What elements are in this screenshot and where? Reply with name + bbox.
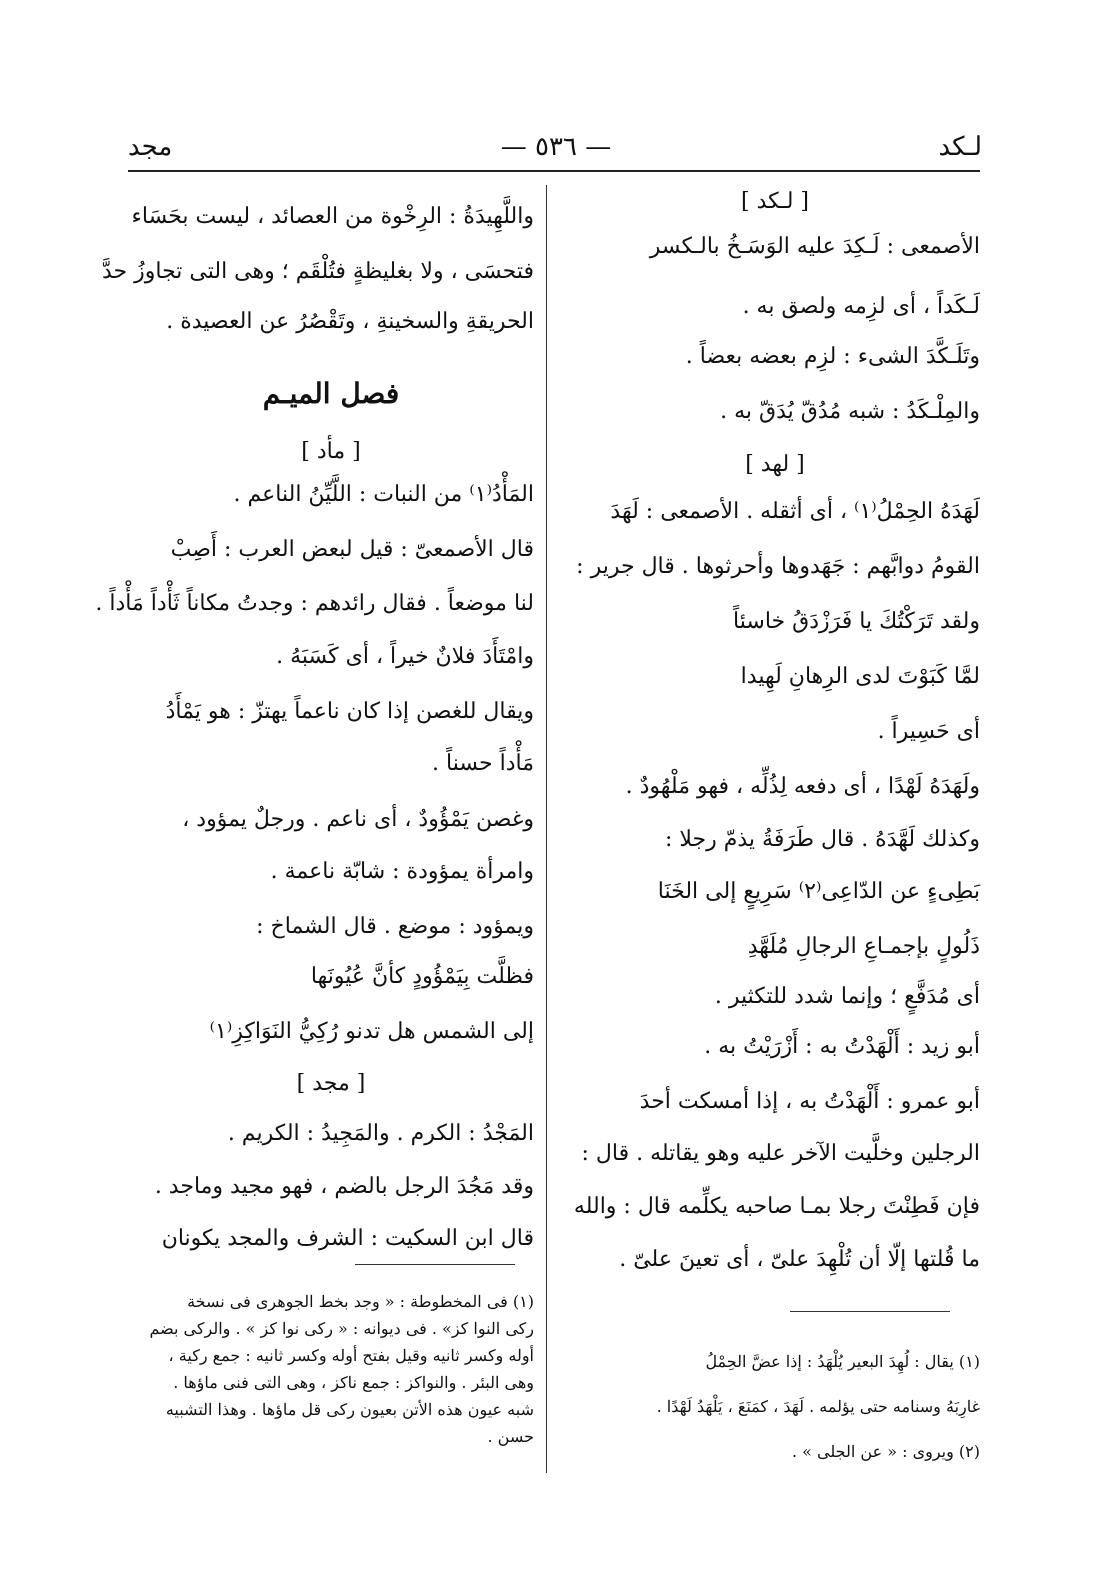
text-line: قال الأصمعىّ : قيل لبعض العرب : أَصِبْ — [170, 537, 534, 562]
text-line: ذَلُولٍ بإجمـاعِ الرجالِ مُلَهَّدِ — [747, 934, 980, 959]
text-line: [ مأد ] — [301, 439, 361, 464]
text-line: الرجلين وخلَّيت الآخر عليه وهو يقاتله . قال : — [581, 1141, 980, 1166]
text-line: وامْتَأَدَ فلانٌ خيراً ، أى كَسَبَهُ . — [276, 644, 534, 669]
text-line: المَجْدُ : الكرم . والمَجِيدُ : الكريم . — [227, 1121, 534, 1146]
text-line: فتحسَى ، ولا بغليظةٍ فتُلْقَم ؛ وهى التى تجاوزُ حدَّ — [101, 259, 534, 284]
text-line: لَهَدَهُ الحِمْلُ⁽١⁾ ، أى أثقله . الأصمعى : لَهَدَ — [610, 499, 980, 524]
text-line: وامرأة يمؤودة : شابّة ناعمة . — [270, 859, 534, 884]
text-line: ويقال للغصن إذا كان ناعماً يهتزّ : هو يَمْأَدُ — [165, 699, 534, 724]
text-line: أبو زيد : أَلْهَدْتُ به : أَزْرَيْتُ به . — [704, 1034, 980, 1059]
footnote-line: (١) فى المخطوطة : « وجد بخط الجوهرى فى نسخة — [187, 1292, 534, 1311]
text-line: وقد مَجُدَ الرجل بالضم ، فهو مجيد وماجد . — [154, 1174, 534, 1199]
text-line: ما قُلتها إلّا أن تُلْهِدَ علىّ ، أى تعينَ علىّ . — [619, 1247, 980, 1272]
footnote-line: (٢) ويروى : « عن الجلى » . — [791, 1442, 980, 1461]
text-line: ويمؤود : موضع . قال الشماخ : — [256, 914, 534, 939]
text-line: بَطِىءٍ عن الدّاعِى⁽٢⁾ سَرِيعٍ إلى الخَنَا — [657, 879, 980, 904]
text-line: القومُ دوابَّهم : جَهَدوها وأحرثوها . قال جرير : — [576, 554, 980, 579]
text-line: فإن فَطِنْتَ رجلا بمـا صاحبه يكلِّمه قال : والله — [573, 1194, 980, 1219]
text-line: وكذلك لَهَّدَهُ . قال طَرَفَةُ يذمّ رجلا : — [665, 827, 980, 852]
text-line: أبو عمرو : أَلْهَدْتُ به ، إذا أمسكت أحدَ — [639, 1089, 980, 1114]
text-line: والمِلْـكَدُ : شبه مُدُقّ يُدَقّ به . — [720, 399, 980, 424]
header-rule — [128, 170, 980, 172]
page-number: — ٥٣٦ — — [500, 132, 612, 162]
footnote-line: حسن . — [487, 1427, 534, 1446]
text-line: المَأْدُ⁽١⁾ من النبات : اللَّيِّنُ الناعم . — [233, 482, 534, 507]
running-head-right: لـكد — [938, 132, 982, 162]
running-head-left: مجد — [128, 132, 173, 162]
text-line: لنا موضعاً . فقال رائدهم : وجدتُ مكاناً ثَأْداً مَأْداً . — [95, 591, 534, 616]
text-line: الحريقةِ والسخينةِ ، وتَقْصُرُ عن العصيدة . — [166, 309, 534, 334]
text-line: [ مجد ] — [296, 1071, 366, 1096]
text-line: لَـكَداً ، أى لزِمه ولصق به . — [742, 294, 980, 319]
footnote-line: شبه عيون هذه الأتن بعيون ركى قل ماؤها . وهذا التشبيه — [165, 1400, 534, 1419]
text-line: [ لهد ] — [745, 452, 805, 477]
text-line: وغصن يَمْؤُودٌ ، أى ناعم . ورجلٌ يمؤود ، — [182, 807, 534, 832]
footnote-rule-right — [790, 1311, 950, 1312]
text-line: واللَّهِيدَةُ : الرِخْوة من العصائد ، ليست بحَسَاء — [131, 204, 534, 229]
footnote-line: غارِبَهُ وسنامه حتى يؤلمه . لَهَدَ ، كمَنَعَ ، يَلْهَدُ لَهْدًا . — [656, 1397, 980, 1416]
column-divider — [546, 185, 547, 1473]
text-line: مَأْداً حسناً . — [432, 751, 534, 776]
footnote-line: ركى النوا كز» . فى ديوانه : « ركى نوا كز » . والركى بضم — [149, 1319, 534, 1338]
text-line: الأصمعى : لَـكِدَ عليه الوَسَـخُ بالـكسر — [649, 234, 980, 259]
text-line: فظلَّت بِيَمْؤُودٍ كأنَّ عُيُونَها — [310, 964, 534, 989]
footnote-line: (١) يقال : لُهِدَ البعير يُلْهَدُ : إذا عضَّ الحِمْلُ — [705, 1352, 980, 1371]
text-line: فصل الميـم — [262, 377, 400, 410]
footnote-rule-left — [355, 1264, 515, 1265]
text-line: إلى الشمس هل تدنو رُكِيُّ النَوَاكِزِ⁽١⁾ — [209, 1019, 534, 1044]
text-line: أى مُدَفَّعٍ ؛ وإنما شدد للتكثير . — [714, 984, 980, 1009]
footnote-line: وهى البئر . والنواكز : جمع ناكز ، وهى التى فنى ماؤها . — [173, 1373, 534, 1392]
text-line: قال ابن السكيت : الشرف والمجد يكونان — [161, 1226, 534, 1251]
footnote-line: أوله وكسر ثانيه وقيل بفتح أوله وكسر ثانيه : جمع ركية ، — [168, 1346, 534, 1365]
text-line: ولَهَدَهُ لَهْدًا ، أى دفعه لِذُلِّه ، فهو مَلْهُودٌ . — [625, 774, 980, 799]
text-line: [ لـكد ] — [741, 189, 809, 214]
text-line: ولقد تَرَكْتُكَ يا فَرَزْدَقُ خاسئاً — [733, 609, 980, 634]
text-line: لمَّا كَبَوْتَ لدى الرِهانِ لَهِيدا — [740, 664, 980, 689]
text-line: أى حَسِيراً . — [877, 719, 980, 744]
text-line: وتَلَـكَّدَ الشىء : لزِم بعضه بعضاً . — [685, 344, 980, 369]
